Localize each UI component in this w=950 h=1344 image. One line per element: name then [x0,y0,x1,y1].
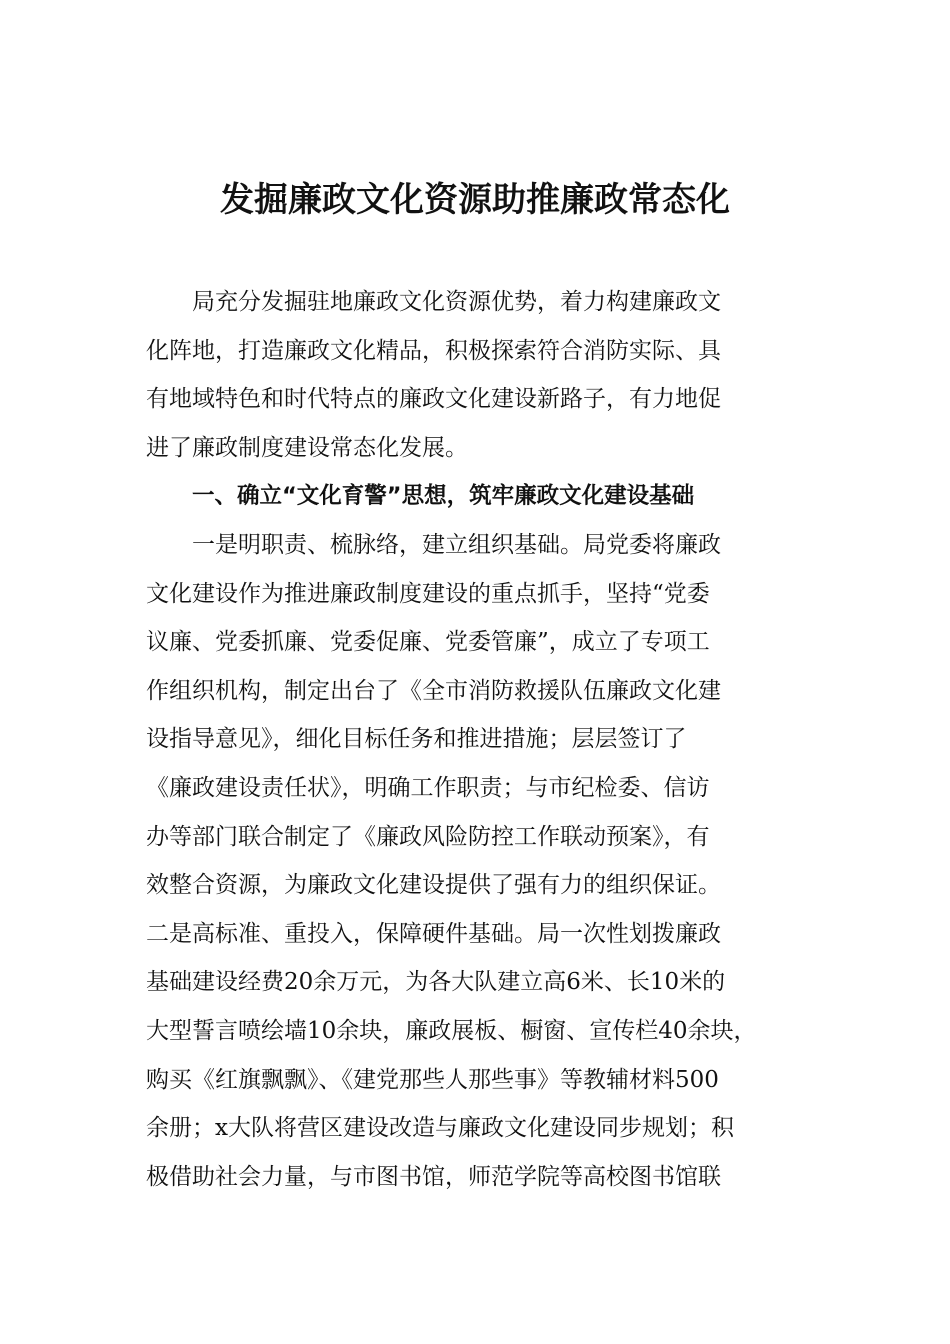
paragraph-line: 办等部门联合制定了《廉政风险防控工作联动预案》，有 [146,823,710,850]
paragraph-line: 购买《红旗飘飘》、《建党那些人那些事》等教辅材料500 [146,1066,719,1093]
paragraph-line: 作组织机构，制定出台了《全市消防救援队伍廉政文化建 [146,677,721,704]
paragraph-line: 极借助社会力量，与市图书馆，师范学院等高校图书馆联 [146,1163,721,1190]
paragraph-line: 局充分发掘驻地廉政文化资源优势，着力构建廉政文 [192,289,721,315]
paragraph-line: 效整合资源，为廉政文化建设提供了强有力的组织保证。 [146,872,721,899]
paragraph-line: 余册；x大队将营区建设改造与廉政文化建设同步规划；积 [146,1115,734,1142]
paragraph-line: 进了廉政制度建设常态化发展。 [146,434,468,461]
paragraph-line: 议廉、党委抓廉、党委促廉、党委管廉”，成立了专项工 [146,629,710,656]
paragraph-line: 二是高标准、重投入，保障硬件基础。局一次性划拨廉政 [146,920,721,947]
document-body [146,278,810,1201]
paragraph-line: 一是明职责、梳脉络，建立组织基础。局党委将廉政 [192,531,721,558]
paragraph-line: 《廉政建设责任状》，明确工作职责；与市纪检委、信访 [146,774,710,801]
paragraph-line: 大型誓言喷绘墙10余块，廉政展板、橱窗、宣传栏40余块， [146,1017,757,1044]
section-heading: 一、确立“文化育警”思想，筑牢廉政文化建设基础 [192,483,695,510]
paragraph-line: 有地域特色和时代特点的廉政文化建设新路子，有力地促 [146,386,721,413]
document-title: 发掘廉政文化资源助推廉政常态化 [220,180,730,220]
paragraph-line: 化阵地，打造廉政文化精品，积极探索符合消防实际、具 [146,337,721,364]
paragraph-line: 文化建设作为推进廉政制度建设的重点抓手，坚持“党委 [146,580,710,607]
paragraph-line: 基础建设经费20余万元，为各大队建立高6米、长10米的 [146,969,726,996]
paragraph-line: 设指导意见》，细化目标任务和推进措施；层层签订了 [146,726,687,753]
